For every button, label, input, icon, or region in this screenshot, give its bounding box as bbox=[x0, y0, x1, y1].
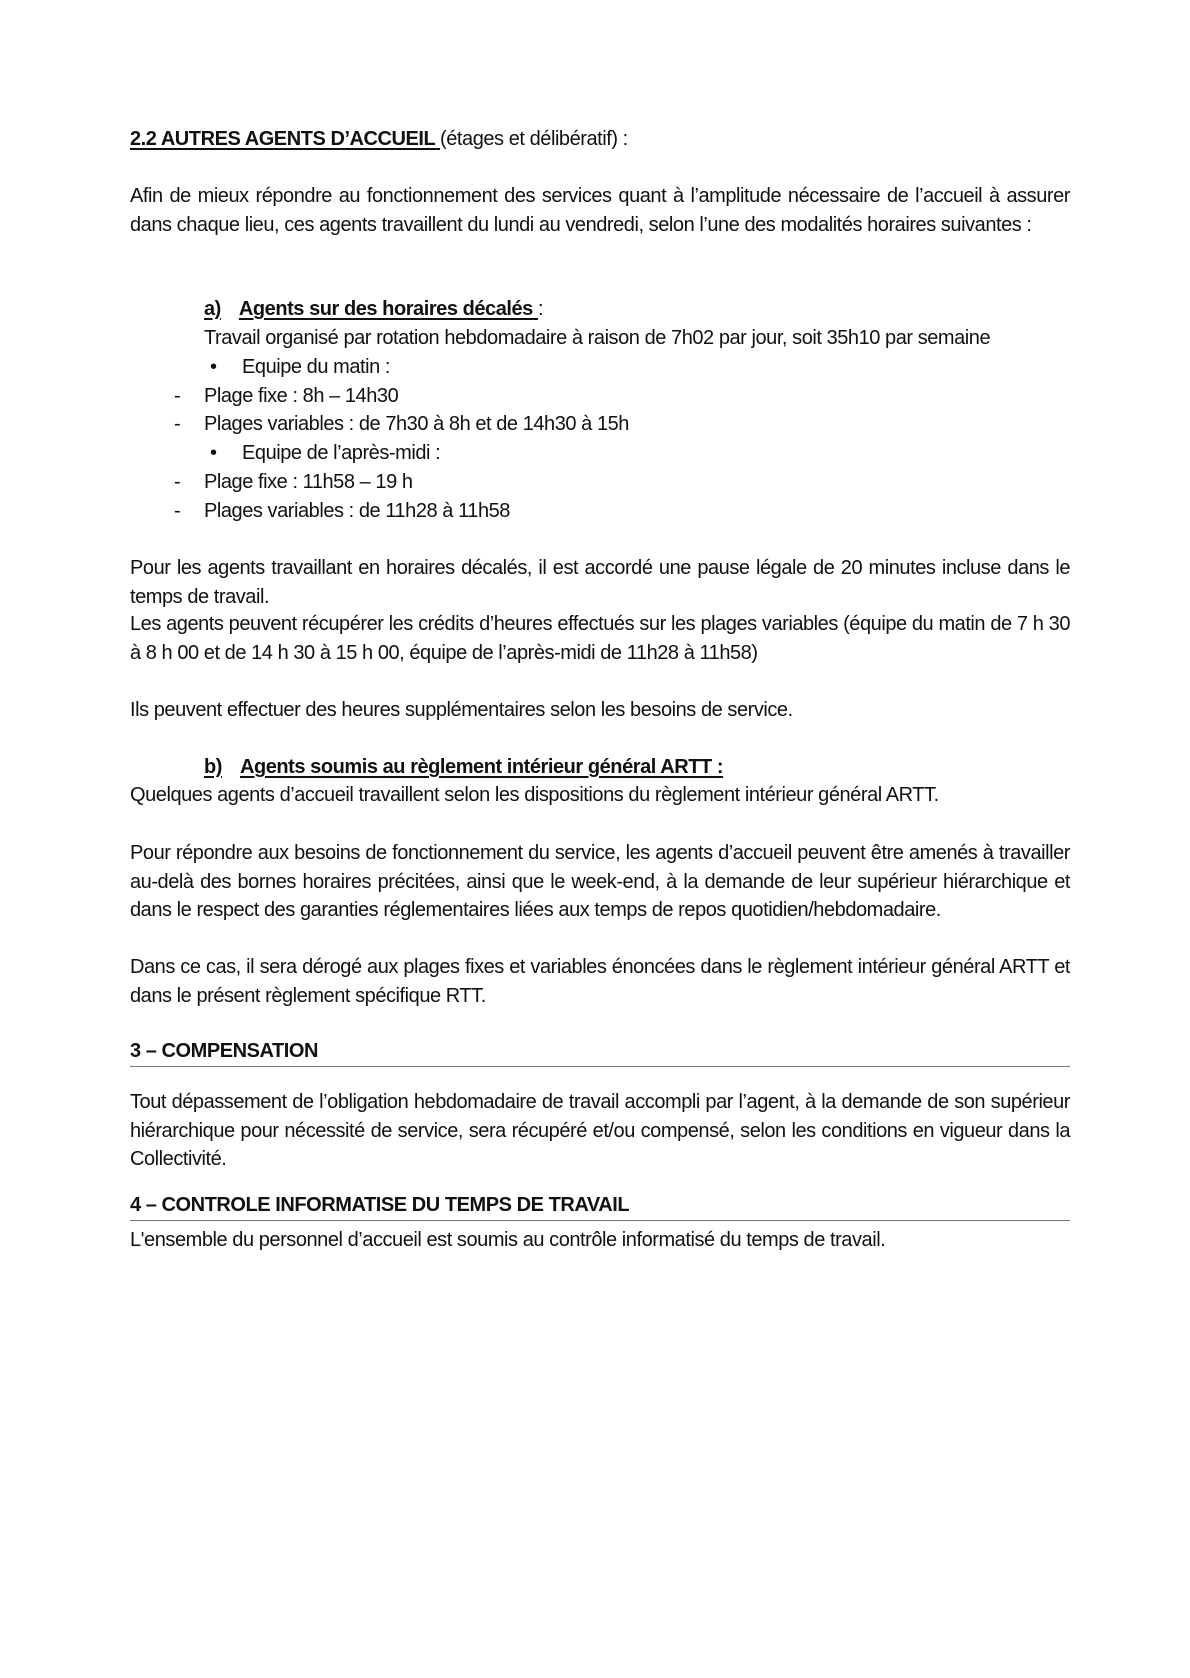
dash-icon: - bbox=[174, 471, 181, 493]
bullet-icon: • bbox=[210, 442, 217, 464]
heading-text: 2.2 AUTRES AGENTS D’ACCUEIL bbox=[130, 128, 441, 150]
dash-icon: - bbox=[174, 500, 181, 522]
subsection-a-description: Travail organisé par rotation hebdomadaire à raison de 7h02 par jour, soit 35h10 par semaine bbox=[204, 327, 991, 349]
title-suffix: : bbox=[537, 298, 544, 320]
pause-paragraph: Pour les agents travaillant en horaires décalés, il est accordé une pause légale de 20 minutes incluse dans le temps de travail. bbox=[130, 557, 1070, 608]
derogation-paragraph: Dans ce cas, il sera dérogé aux plages fixes et variables énoncées dans le règlement intérieur général ARTT et dans le présent règlement spécifique RTT. bbox=[130, 956, 1070, 1007]
section-3-divider bbox=[130, 1066, 1070, 1067]
section-3-heading: 3 – COMPENSATION bbox=[130, 1040, 319, 1062]
section-4-text: L'ensemble du personnel d’accueil est soumis au contrôle informatisé du temps de travail. bbox=[130, 1229, 886, 1251]
team-name: Equipe de l’après-midi : bbox=[242, 442, 441, 464]
intro-paragraph: Afin de mieux répondre au fonctionnement des services quant à l’amplitude nécessaire de l’accueil à assurer dans chaque lieu, ces agents travaillent du lundi au vendredi, selon l’une des modalités horaires suivantes : bbox=[130, 185, 1070, 236]
title: Agents soumis au règlement intérieur général ARTT : bbox=[239, 756, 724, 778]
section-4-divider bbox=[130, 1220, 1070, 1221]
item-text: Plage fixe : 11h58 – 19 h bbox=[204, 471, 413, 493]
bullet-icon: • bbox=[210, 356, 217, 378]
team-name: Equipe du matin : bbox=[242, 356, 391, 378]
section-2-2-heading bbox=[130, 125, 1070, 154]
section-4-heading: 4 – CONTROLE INFORMATISE DU TEMPS DE TRAVAIL bbox=[130, 1194, 630, 1216]
subsection-a-heading bbox=[204, 295, 1074, 324]
title: Agents sur des horaires décalés bbox=[238, 298, 538, 320]
item-text: Plage fixe : 8h – 14h30 bbox=[204, 385, 399, 407]
subsection-b-heading bbox=[204, 753, 1074, 782]
overtime-paragraph: Ils peuvent effectuer des heures supplémentaires selon les besoins de service. bbox=[130, 699, 793, 721]
dash-icon: - bbox=[174, 385, 181, 407]
marker: b) bbox=[204, 756, 222, 778]
marker: a) bbox=[204, 298, 221, 320]
dash-icon: - bbox=[174, 413, 181, 435]
heading-suffix: (étages et délibératif) : bbox=[440, 128, 628, 150]
item-text: Plages variables : de 7h30 à 8h et de 14h30 à 15h bbox=[204, 413, 629, 435]
item-text: Plages variables : de 11h28 à 11h58 bbox=[204, 500, 510, 522]
beyond-paragraph: Pour répondre aux besoins de fonctionnement du service, les agents d’accueil peuvent être amenés à travailler au-delà des bornes horaires précitées, ainsi que le week-end, à la demande de leur supérieur hiérarchique et dans le respect des garanties réglementaires liées aux temps de repos quotidien/hebdomadaire. bbox=[130, 842, 1070, 921]
credits-paragraph: Les agents peuvent récupérer les crédits d’heures effectués sur les plages variables (équipe du matin de 7 h 30 à 8 h 00 et de 14 h 30 à 15 h 00, équipe de l’après-midi de 11h28 à 11h58) bbox=[130, 613, 1070, 664]
subsection-b-description: Quelques agents d’accueil travaillent selon les dispositions du règlement intérieur général ARTT. bbox=[130, 784, 939, 806]
section-3-text: Tout dépassement de l’obligation hebdomadaire de travail accompli par l’agent, à la demande de son supérieur hiérarchique pour nécessité de service, sera récupéré et/ou compensé, selon les conditions en vigueur dans la Collectivité. bbox=[130, 1091, 1070, 1170]
